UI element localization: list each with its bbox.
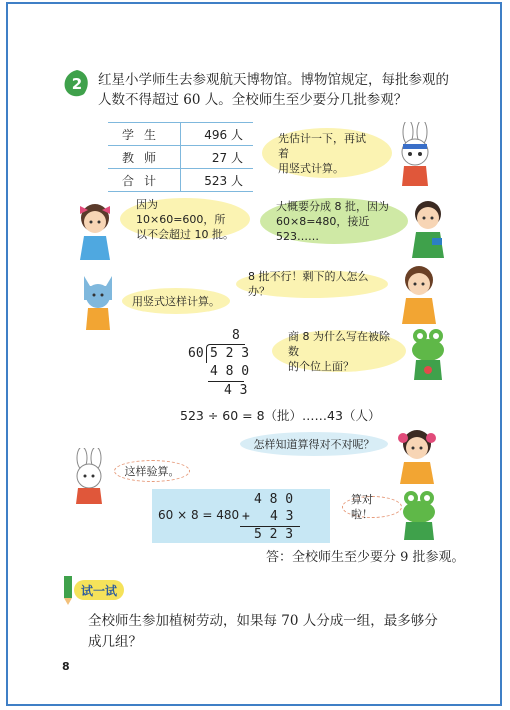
- bubble-line: 因为 10×60=600，所: [136, 197, 226, 226]
- ld-quotient: 8: [232, 328, 240, 343]
- question-line-2: 人数不得超过 60 人。全校师生至少要分几批参观？: [98, 92, 408, 108]
- table-row: [108, 123, 253, 146]
- table-row: [108, 146, 253, 169]
- practice-badge: [58, 574, 128, 604]
- practice-text: [88, 611, 468, 653]
- page-number: 8: [62, 660, 70, 673]
- division-formula: 523 ÷ 60 = 8（批）……43（人）: [180, 408, 381, 423]
- table-cell-label: 教师: [108, 146, 181, 169]
- check-plus: +: [242, 509, 250, 524]
- boy-character-icon: [406, 196, 450, 260]
- frog-correct-icon: [398, 488, 440, 540]
- table-cell-value: 523 人: [181, 169, 254, 192]
- question-number-badge: [62, 68, 92, 98]
- bubble-line: 用竖式计算。: [278, 161, 344, 175]
- bubble-line: 商 8 为什么写在被除数: [288, 329, 390, 358]
- check-result: 5 2 3: [254, 527, 294, 542]
- girl-reason-bubble: [120, 198, 250, 240]
- ld-remainder: 4 3: [224, 383, 248, 398]
- answer-text: 答：全校师生至少要分 9 批参观。: [266, 550, 465, 565]
- bubble-line: 8 批不行！剩下的人怎么办？: [248, 270, 369, 298]
- bubble-line: 的个位上面？: [288, 359, 354, 373]
- verification-box: [152, 489, 330, 543]
- cat-character-icon: [74, 270, 122, 332]
- girl-character-icon: [70, 198, 120, 262]
- frog-character-icon: [408, 326, 448, 382]
- rabbit-verify-bubble: [114, 460, 190, 482]
- check-line-1: 4 8 0: [254, 492, 294, 507]
- cat-say-bubble: [122, 288, 230, 314]
- question-text: [98, 70, 458, 110]
- check-line-2: 4 3: [270, 509, 294, 524]
- bubble-line: 怎样知道算得对不对呢？: [253, 437, 375, 451]
- table-cell-label: 合计: [108, 169, 181, 192]
- question-line-1: 红星小学师生去参观航天博物馆。博物馆规定，每批参观的: [98, 72, 449, 88]
- table-cell-value: 496 人: [181, 123, 254, 146]
- frog-correct-bubble: [342, 493, 402, 521]
- ld-divisor: 60: [188, 346, 204, 361]
- bubble-line: 大概要分成 8 批，因为: [276, 199, 389, 213]
- boy-reason-bubble: [260, 198, 408, 244]
- rabbit-character-icon: [390, 122, 440, 192]
- ld-rule: [208, 381, 244, 382]
- ld-product: 4 8 0: [210, 364, 250, 379]
- rabbit-verify-icon: [66, 448, 114, 504]
- bubble-line: 先估计一下，再试着: [278, 131, 366, 160]
- boy-question-bubble: [236, 270, 388, 298]
- frog-question-bubble: [272, 330, 406, 372]
- bubble-line: 60×8=480，接近 523……: [276, 214, 370, 243]
- student-teacher-table: [108, 122, 253, 192]
- bubble-line: 用竖式这样计算。: [132, 294, 220, 308]
- bubble-line: 以不会超过 10 批。: [136, 227, 234, 241]
- girl-check-icon: [394, 424, 440, 484]
- practice-line-2: 成几组？: [88, 634, 142, 650]
- check-equation: 60 × 8 = 480: [158, 508, 240, 522]
- rabbit-estimate-bubble: [262, 128, 392, 178]
- practice-line-1: 全校师生参加植树劳动，如果每 70 人分成一组，最多够分: [88, 613, 438, 629]
- table-cell-label: 学生: [108, 123, 181, 146]
- girl-check-bubble: [240, 432, 388, 456]
- practice-title: 试一试: [74, 580, 124, 600]
- thinking-boy-icon: [396, 262, 442, 326]
- bubble-line: 算对啦！: [351, 493, 373, 521]
- table-row: [108, 169, 253, 192]
- question-number: 2: [71, 75, 83, 93]
- bubble-line: 这样验算。: [124, 464, 180, 478]
- ld-dividend: 5 2 3: [210, 346, 250, 361]
- table-cell-value: 27 人: [181, 146, 254, 169]
